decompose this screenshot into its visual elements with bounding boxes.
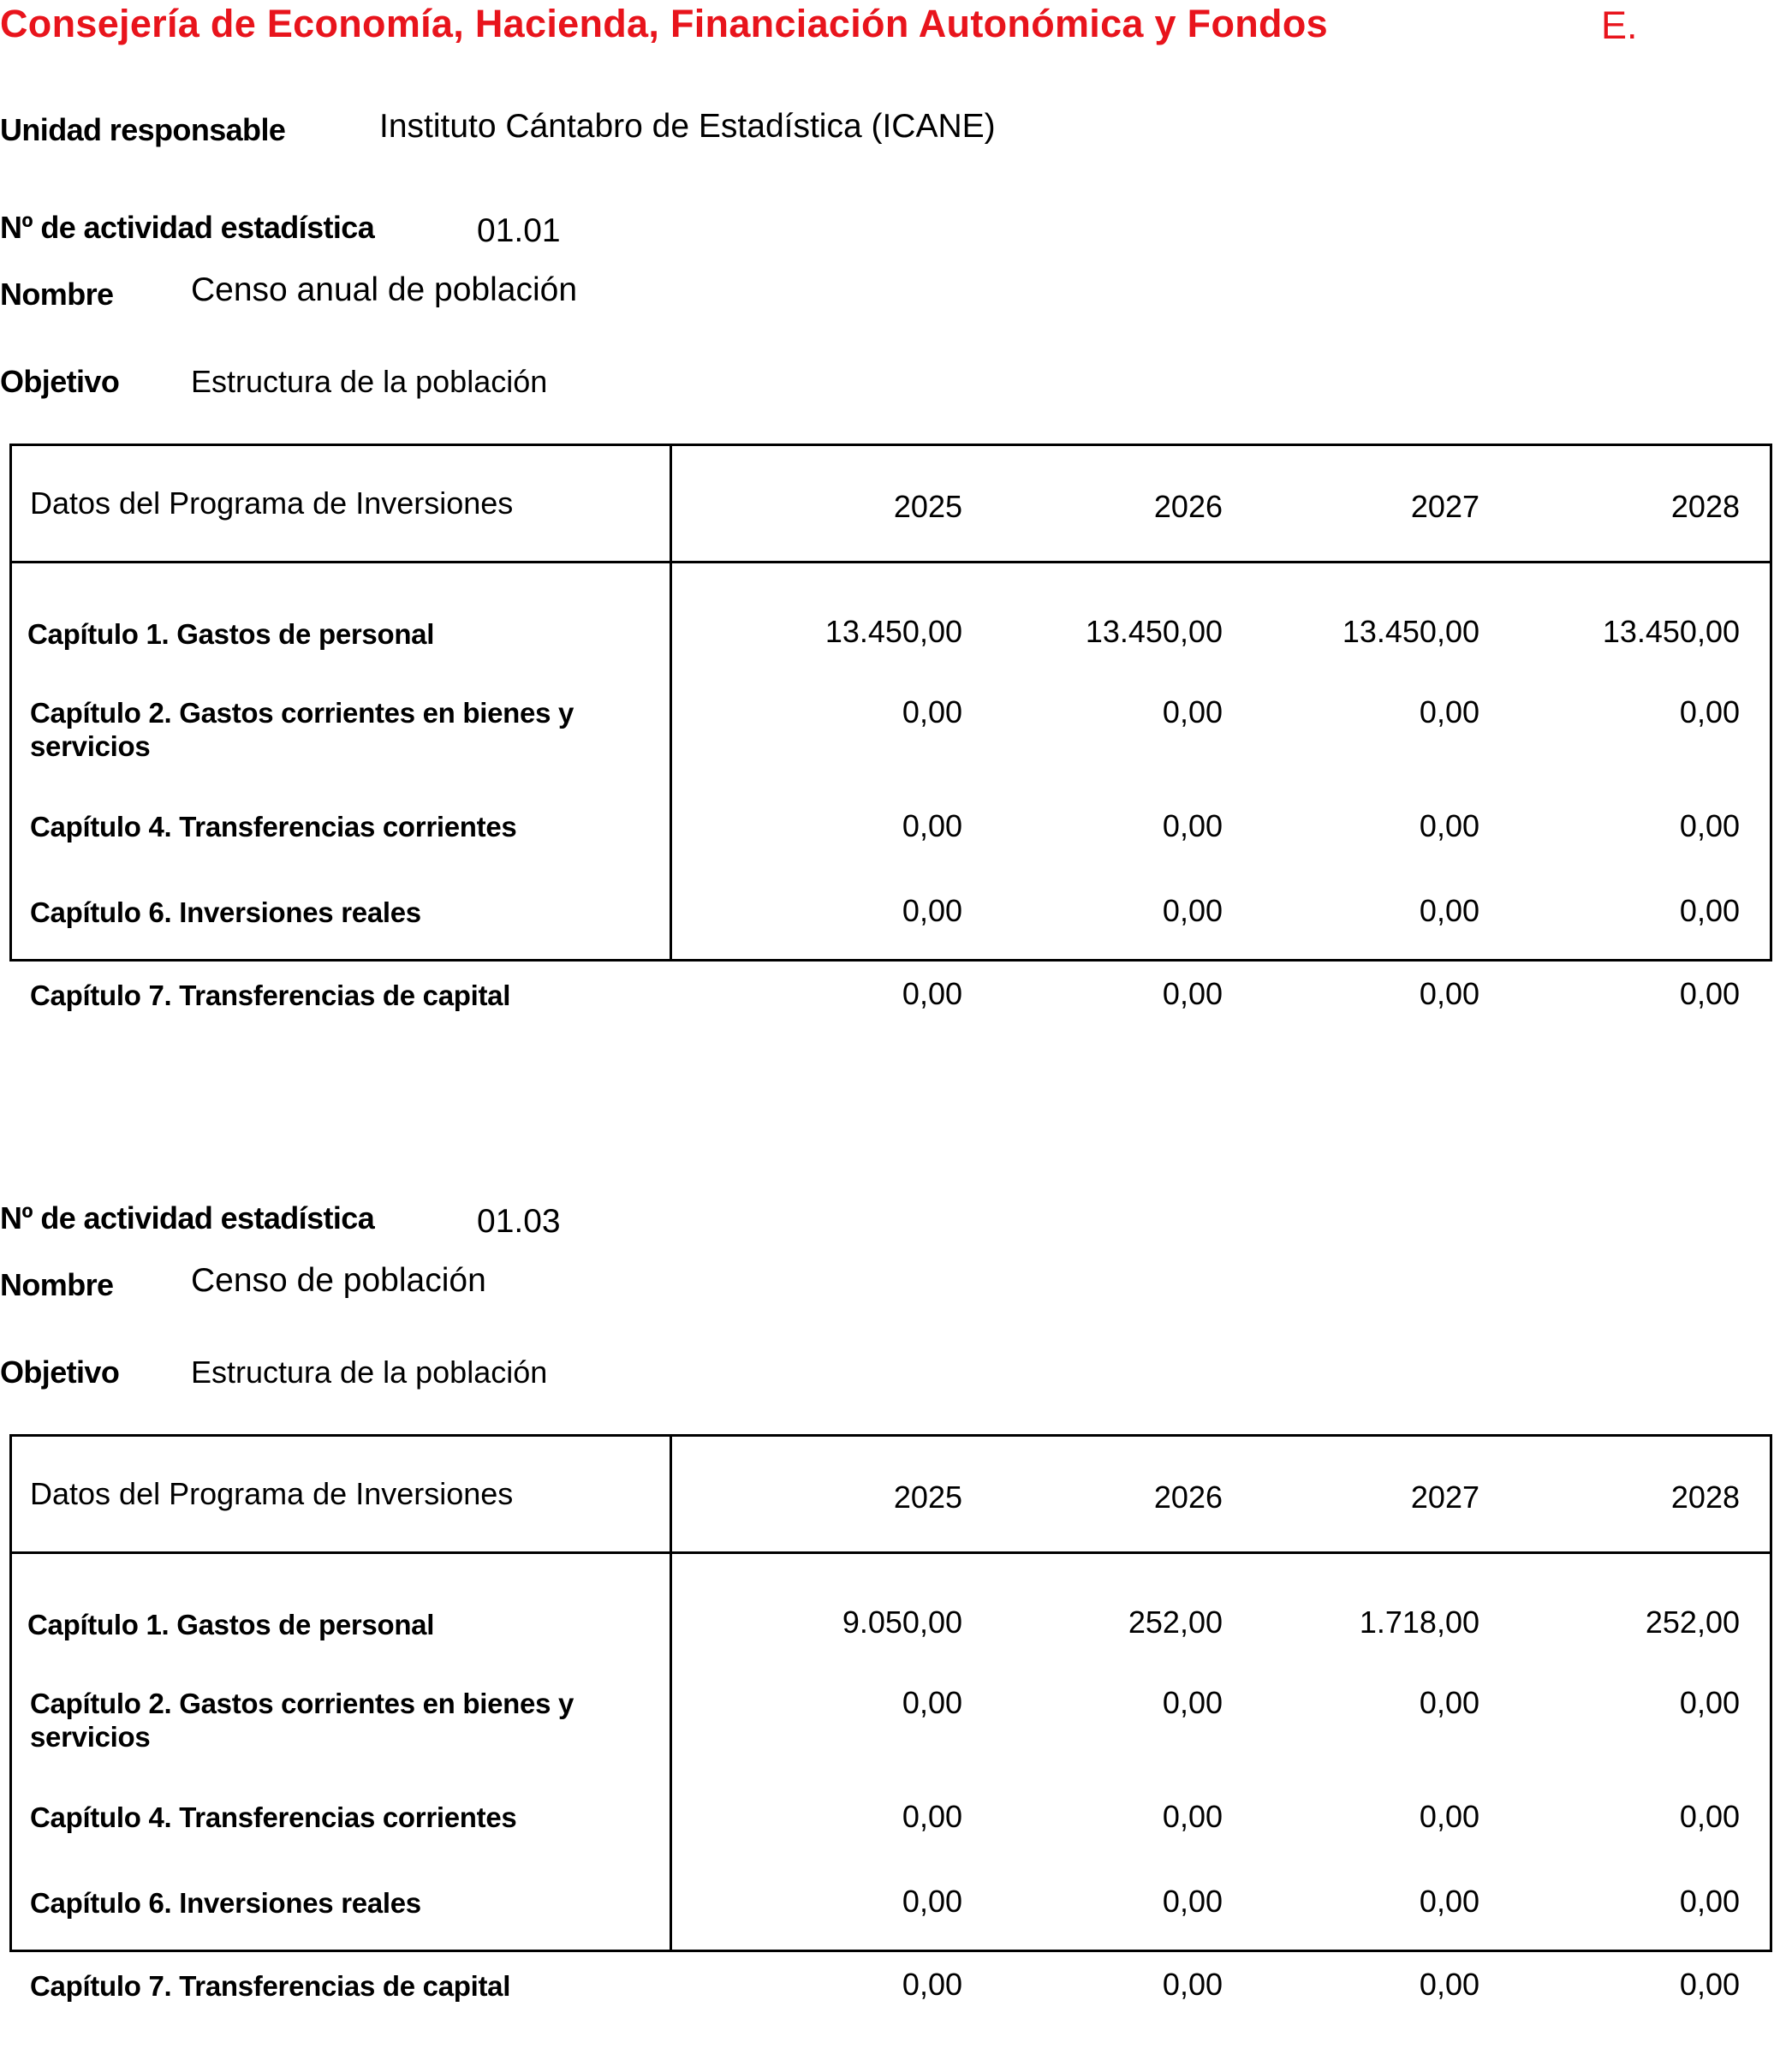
row-label: Capítulo 2. Gastos corrientes en bienes y: [30, 697, 574, 729]
row-value: 0,00: [1162, 893, 1223, 928]
row-value: 1.718,00: [1359, 1605, 1479, 1640]
activity-objective: Estructura de la población: [191, 1355, 548, 1390]
year-header: 2025: [893, 1480, 962, 1515]
row-value: 0,00: [1162, 1884, 1223, 1919]
page-title: Consejería de Economía, Hacienda, Financiación Autonómica y Fondos: [0, 2, 1328, 45]
row-value: 0,00: [1162, 1685, 1223, 1720]
row-value: 0,00: [902, 976, 962, 1011]
activity-name: Censo anual de población: [191, 271, 578, 308]
row-label: Capítulo 6. Inversiones reales: [30, 1887, 421, 1919]
row-value: 0,00: [1419, 976, 1479, 1011]
row-value: 0,00: [1679, 1685, 1740, 1720]
title-suffix: E.: [1601, 3, 1638, 47]
row-value: 13.450,00: [1602, 614, 1740, 649]
row-value: 0,00: [1419, 1967, 1479, 2002]
unit-value: Instituto Cántabro de Estadística (ICANE): [379, 108, 996, 145]
row-label: Capítulo 1. Gastos de personal: [27, 618, 435, 650]
row-label: servicios: [30, 730, 151, 762]
row-value: 0,00: [1419, 893, 1479, 928]
year-header: 2027: [1410, 489, 1479, 524]
row-label: Capítulo 2. Gastos corrientes en bienes y: [30, 1688, 574, 1719]
unit-label: Unidad responsable: [0, 112, 286, 147]
row-value: 0,00: [1419, 808, 1479, 843]
activity-objective-label: Objetivo: [0, 1355, 120, 1390]
row-value: 9.050,00: [842, 1605, 962, 1640]
row-value: 0,00: [1679, 694, 1740, 729]
row-value: 0,00: [1679, 1967, 1740, 2002]
row-value: 0,00: [1419, 1799, 1479, 1834]
activity-number-label: Nº de actividad estadística: [0, 1200, 375, 1235]
row-label: Capítulo 1. Gastos de personal: [27, 1609, 435, 1640]
row-value: 0,00: [1419, 1884, 1479, 1919]
row-value: 13.450,00: [1342, 614, 1479, 649]
row-value: 0,00: [1419, 694, 1479, 729]
table-divider: [12, 561, 1770, 563]
row-value: 0,00: [1419, 1685, 1479, 1720]
row-value: 0,00: [1162, 1799, 1223, 1834]
activity-name: Censo de población: [191, 1262, 486, 1299]
row-value: 0,00: [902, 1967, 962, 2002]
activity-name-label: Nombre: [0, 1267, 114, 1302]
row-value: 0,00: [1162, 1967, 1223, 2002]
row-value: 13.450,00: [1085, 614, 1223, 649]
activity-number: 01.01: [477, 212, 561, 249]
activity-name-label: Nombre: [0, 277, 114, 312]
table-header-label: Datos del Programa de Inversiones: [30, 1476, 514, 1511]
table-divider: [670, 1437, 672, 1950]
year-header: 2026: [1153, 489, 1223, 524]
row-value: 0,00: [1679, 1799, 1740, 1834]
row-value: 0,00: [1679, 976, 1740, 1011]
year-header: 2028: [1670, 489, 1740, 524]
row-label: Capítulo 4. Transferencias corrientes: [30, 811, 517, 842]
row-label: Capítulo 7. Transferencias de capital: [30, 979, 511, 1011]
row-label: Capítulo 6. Inversiones reales: [30, 896, 421, 928]
year-header: 2026: [1153, 1480, 1223, 1515]
row-value: 0,00: [902, 1685, 962, 1720]
row-value: 0,00: [1679, 808, 1740, 843]
table-divider: [670, 446, 672, 959]
activity-objective: Estructura de la población: [191, 364, 548, 399]
year-header: 2027: [1410, 1480, 1479, 1515]
activity-number: 01.03: [477, 1203, 561, 1240]
row-value: 0,00: [1162, 694, 1223, 729]
row-value: 252,00: [1645, 1605, 1740, 1640]
row-label: Capítulo 7. Transferencias de capital: [30, 1970, 511, 2002]
row-value: 13.450,00: [824, 614, 962, 649]
row-label: Capítulo 4. Transferencias corrientes: [30, 1801, 517, 1833]
table-header-label: Datos del Programa de Inversiones: [30, 485, 514, 521]
year-header: 2028: [1670, 1480, 1740, 1515]
row-value: 0,00: [1679, 893, 1740, 928]
table-divider: [12, 1551, 1770, 1554]
investment-table: [9, 444, 1772, 1011]
row-value: 0,00: [902, 808, 962, 843]
row-value: 0,00: [1679, 1884, 1740, 1919]
activity-number-label: Nº de actividad estadística: [0, 210, 375, 245]
row-value: 0,00: [1162, 976, 1223, 1011]
row-value: 0,00: [902, 1799, 962, 1834]
row-value: 0,00: [902, 1884, 962, 1919]
row-label: servicios: [30, 1721, 151, 1753]
row-value: 0,00: [1162, 808, 1223, 843]
row-value: 0,00: [902, 893, 962, 928]
row-value: 252,00: [1128, 1605, 1223, 1640]
activity-objective-label: Objetivo: [0, 364, 120, 399]
investment-table: [9, 1434, 1772, 2002]
year-header: 2025: [893, 489, 962, 524]
row-value: 0,00: [902, 694, 962, 729]
